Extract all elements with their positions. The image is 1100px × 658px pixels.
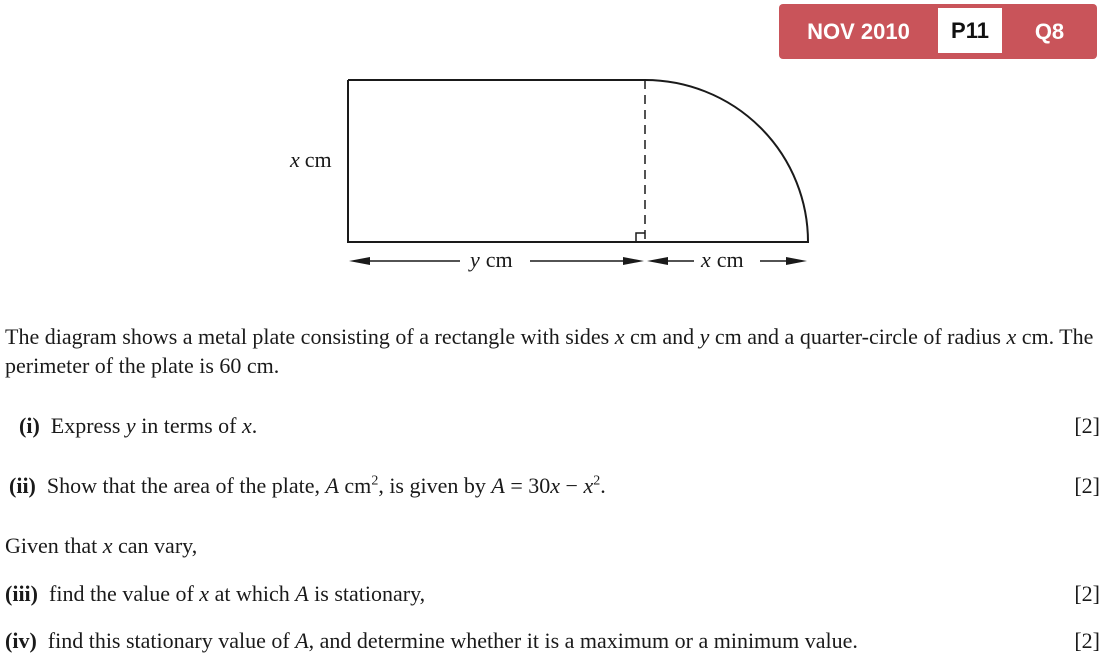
part-iv: (iv) find this stationary value of A, and determine whether it is a maximum or a minimum value. [2] [5, 628, 1100, 653]
part-label: (i) [19, 413, 40, 438]
part-label: (ii) [9, 473, 36, 498]
part-ii: (ii) Show that the area of the plate, A $cm^2$, is given by $A = 30x - x^2$. [2] [9, 473, 1100, 498]
question-number-label: Q8 [1034, 19, 1065, 44]
question-intro: The diagram shows a metal plate consisting of a rectangle with sides x cm and y cm and a quarter-circle of radius x cm. The perimeter of the plate is 60 cm. [5, 324, 1094, 378]
part-label: (iii) [5, 581, 38, 606]
arrowhead-right [786, 257, 807, 265]
side-label: x cm [290, 147, 332, 172]
session-label: NOV 2010 [807, 19, 910, 44]
part-iii: (iii) find the value of x at which A is stationary, [2] [5, 581, 1100, 606]
question-reference-badge [779, 4, 1097, 59]
paper-label: P11 [938, 8, 1002, 53]
marks-label: [2] [1074, 581, 1100, 606]
marks-label: [2] [1074, 628, 1100, 653]
bottom-left-label: y cm [470, 247, 513, 272]
marks-label: [2] [1074, 473, 1100, 498]
marks-label: [2] [1074, 413, 1100, 438]
given-statement: Given that x can vary, [5, 533, 198, 558]
right-angle-marker [636, 233, 645, 242]
part-i: (i) Express y in terms of x. [2] [19, 413, 1100, 438]
metal-plate-diagram [0, 60, 1100, 290]
arrowhead-left [349, 257, 370, 265]
quarter-circle-arc [645, 80, 808, 242]
plate-rectangle [348, 80, 645, 242]
arrowhead-right [623, 257, 644, 265]
part-label: (iv) [5, 628, 37, 653]
bottom-right-label: x cm [701, 247, 744, 272]
